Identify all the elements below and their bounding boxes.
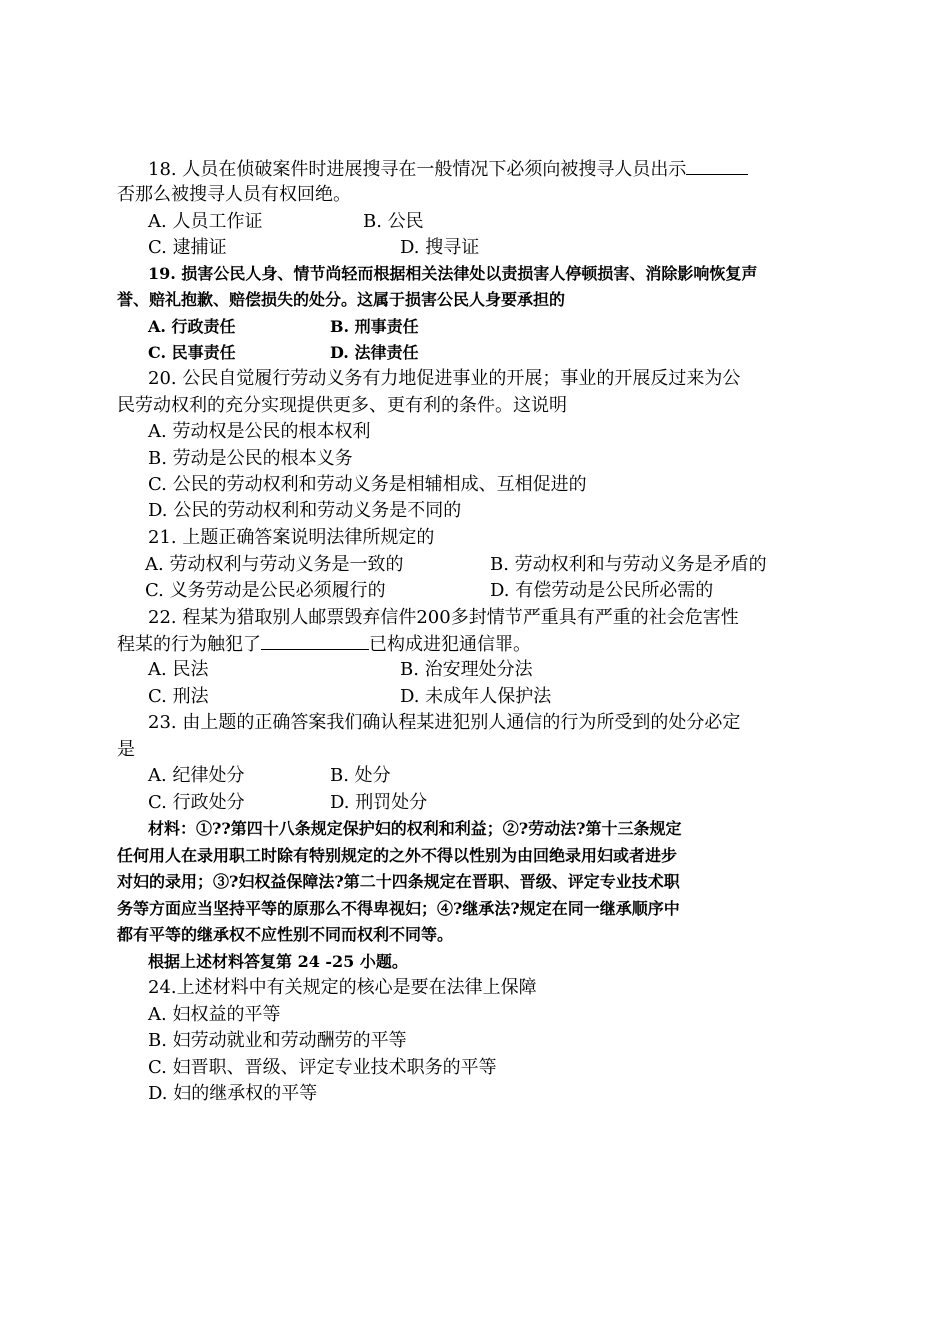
q22-stem-text-before-blank: 程某的行为触犯了 [117, 634, 261, 655]
q22-option-a: A. 民法 [148, 659, 209, 680]
q22-option-c: C. 刑法 [148, 686, 209, 707]
q22-stem-text-after-blank: 已构成进犯通信罪。 [369, 634, 531, 655]
material-instruction: 根据上述材料答复第 24 -25 小题。 [148, 952, 408, 971]
q20-stem-line1: 20. 公民自觉履行劳动义务有力地促进事业的开展；事业的开展反过来为公 [148, 368, 741, 389]
q18-stem-text: 18. 人员在侦破案件时进展搜寻在一般情况下必须向被搜寻人员出示 [148, 159, 687, 180]
q19-option-d: D. 法律责任 [330, 343, 419, 362]
q20-option-d: D. 公民的劳动权利和劳动义务是不同的 [148, 500, 462, 521]
q23-option-a: A. 纪律处分 [148, 765, 245, 786]
q24-option-c: C. 妇晋职、晋级、评定专业技术职务的平等 [148, 1057, 497, 1078]
q21-option-c: C. 义务劳动是公民必须履行的 [145, 580, 386, 601]
material-line2: 任何用人在录用职工时除有特别规定的之外不得以性别为由回绝录用妇或者进步 [117, 846, 678, 865]
q21-option-b: B. 劳动权利和与劳动义务是矛盾的 [490, 554, 767, 575]
material-line1: 材料：①??第四十八条规定保护妇的权利和利益；②?劳动法?第十三条规定 [148, 819, 682, 838]
q23-stem-line2: 是 [117, 739, 135, 760]
q23-option-d: D. 刑罚处分 [330, 792, 428, 813]
q23-option-b: B. 处分 [330, 765, 391, 786]
q18-stem-line2: 否那么被搜寻人员有权回绝。 [117, 184, 351, 205]
q24-option-a: A. 妇权益的平等 [148, 1004, 281, 1025]
q22-stem-line1: 22. 程某为猎取别人邮票毁弃信件200多封情节严重具有严重的社会危害性 [148, 607, 739, 628]
q22-answer-blank [261, 631, 369, 650]
q18-option-c: C. 逮捕证 [148, 237, 227, 258]
q19-stem-line2: 誉、赔礼抱歉、赔偿损失的处分。这属于损害公民人身要承担的 [117, 290, 566, 309]
q18-answer-blank [686, 156, 748, 175]
q18-option-a: A. 人员工作证 [148, 211, 263, 232]
q24-option-d: D. 妇的继承权的平等 [148, 1083, 318, 1104]
q22-option-b: B. 治安理处分法 [400, 659, 533, 680]
q20-option-c: C. 公民的劳动权利和劳动义务是相辅相成、互相促进的 [148, 474, 587, 495]
q22-option-d: D. 未成年人保护法 [400, 686, 552, 707]
q23-option-c: C. 行政处分 [148, 792, 245, 813]
q24-option-b: B. 妇劳动就业和劳动酬劳的平等 [148, 1030, 407, 1051]
q21-option-d: D. 有偿劳动是公民所必需的 [490, 580, 714, 601]
q22-stem-line2 [117, 631, 531, 658]
q21-stem-line1: 21. 上题正确答案说明法律所规定的 [148, 527, 435, 548]
material-line5: 都有平等的继承权不应性别不同而权利不同等。 [117, 925, 454, 944]
q23-stem-line1: 23. 由上题的正确答案我们确认程某进犯别人通信的行为所受到的处分必定 [148, 712, 741, 733]
q19-option-c: C. 民事责任 [148, 343, 236, 362]
q20-option-a: A. 劳动权是公民的根本权利 [148, 421, 371, 442]
q20-stem-line2: 民劳动权利的充分实现提供更多、更有利的条件。这说明 [117, 395, 567, 416]
q19-option-b: B. 刑事责任 [330, 317, 419, 336]
q21-option-a: A. 劳动权利与劳动义务是一致的 [145, 554, 404, 575]
material-line4: 务等方面应当坚持平等的原那么不得卑视妇；④?继承法?规定在同一继承顺序中 [117, 899, 680, 918]
q20-option-b: B. 劳动是公民的根本义务 [148, 448, 353, 469]
q24-stem-line1: 24.上述材料中有关规定的核心是要在法律上保障 [148, 977, 537, 998]
q18-stem-line1 [148, 156, 748, 183]
q18-option-d: D. 搜寻证 [400, 237, 480, 258]
q19-option-a: A. 行政责任 [148, 317, 236, 336]
q19-stem-line1: 19. 损害公民人身、情节尚轻而根据相关法律处以责损害人停顿损害、消除影响恢复声 [148, 264, 758, 283]
q18-option-b: B. 公民 [363, 211, 424, 232]
material-line3: 对妇的录用；③?妇权益保障法?第二十四条规定在晋职、晋级、评定专业技术职 [117, 872, 680, 891]
